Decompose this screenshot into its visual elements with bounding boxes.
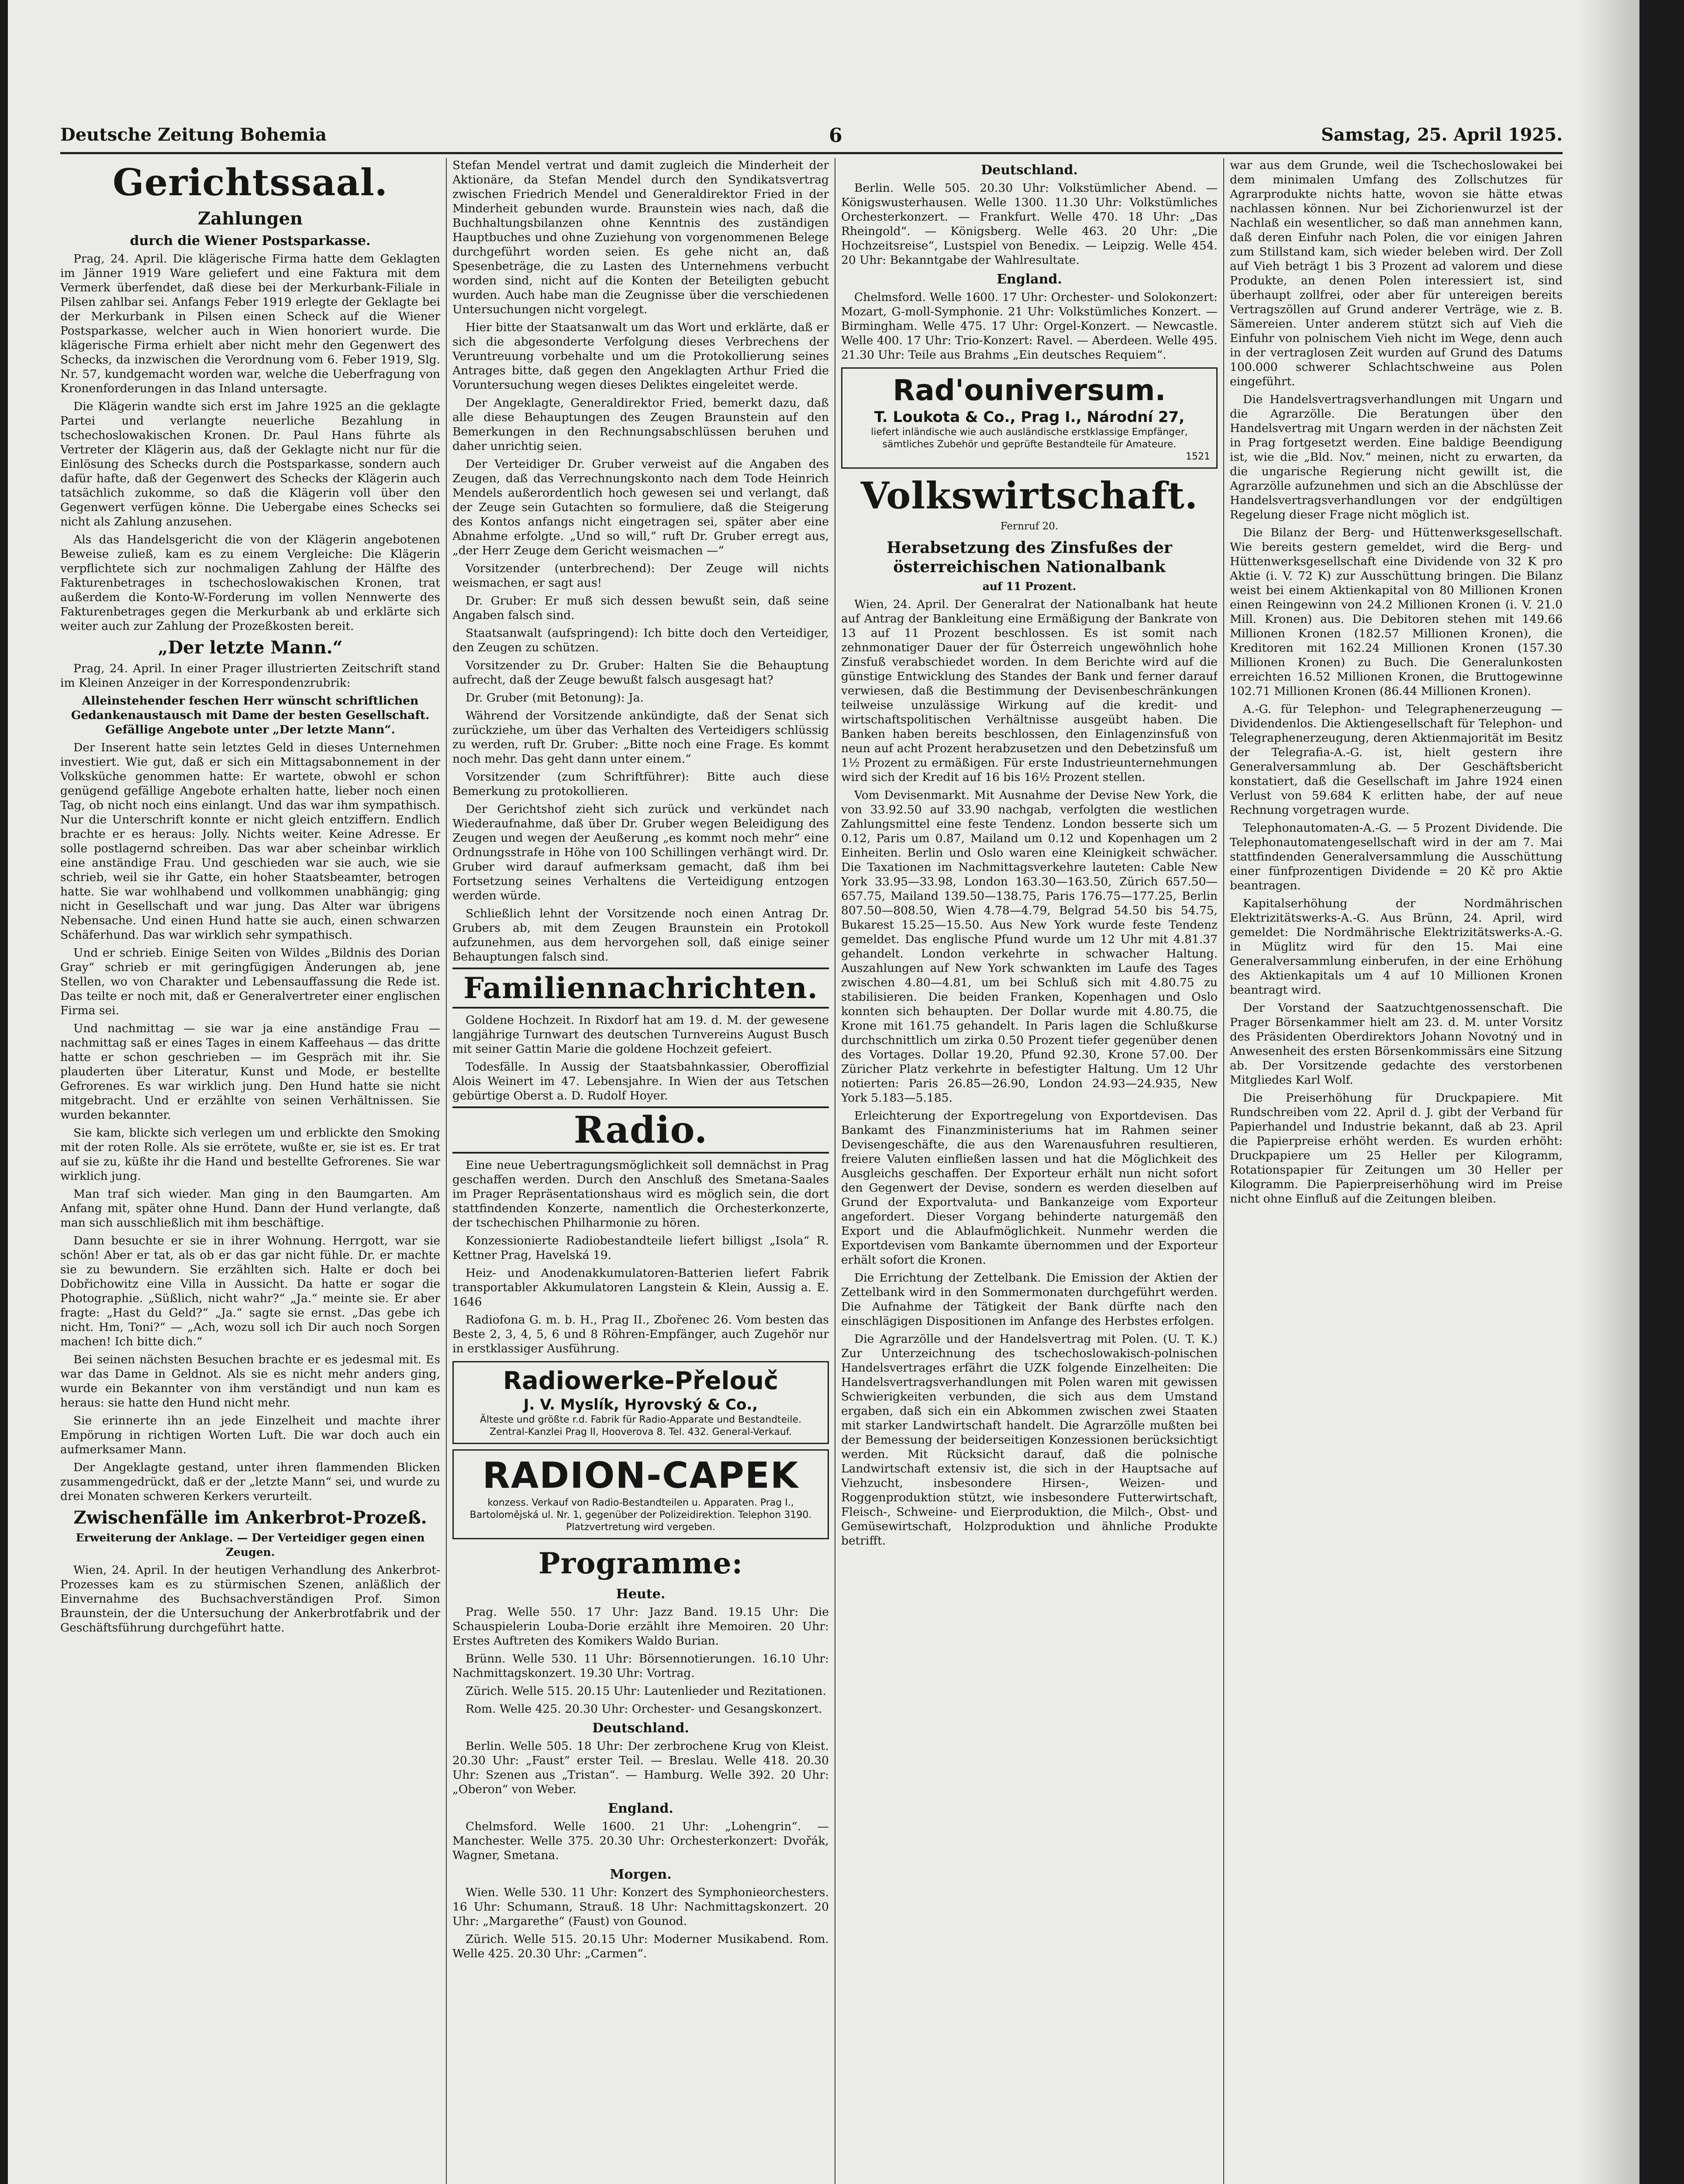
- paragraph: Berlin. Welle 505. 18 Uhr: Der zerbrochene Krug von Kleist. 20.30 Uhr: „Faust“ erster Teil. — Breslau. Welle 418. 20.30 Uhr: Szenen aus „Tristan“. — Hamburg. Welle 392. 20 Uhr: „Oberon“ von Weber.: [452, 1739, 829, 1796]
- issue-date: Samstag, 25. April 1925.: [1321, 124, 1563, 145]
- paragraph: Die Agrarzölle und der Handelsvertrag mit Polen. (U. T. K.) Zur Unterzeichnung des tschechoslowakisch-polnischen Handelsvertrages erfährt die UZK folgende Einzelheiten: Die Handelsvertragsverhandlungen mit Polen waren mit gewissen Schwierigkeiten verbunden, die sich aus dem Umstand ergaben, daß sich ein ein Abkommen zwischen zwei Staaten mit starker Landwirtschaft handelt. Die Agrarzölle mußten bei der Bemessung der beiderseitigen Konzessionen berücksichtigt werden. Mit Rücksicht darauf, daß die polnische Landwirtschaft extensiv ist, die sich in der Hauptsache auf Viehzucht, insbesondere Hirsen-, Weizen- und Roggenproduktion stützt, wie insbesondere Futterwirtschaft, Fleisch-, Schweine- und Eierproduktion, die Milch-, Obst- und Gemüsewirtschaft, Holzproduktion und ähnliche Produkte betrifft.: [841, 1332, 1218, 1548]
- paragraph: Radiofona G. m. b. H., Prag II., Zbořenec 26. Vom besten das Beste 2, 3, 4, 5, 6 und 8 Röhren-Empfänger, auch Zugehör nur in erstklassiger Ausführung.: [452, 1313, 829, 1355]
- paragraph: Bei seinen nächsten Besuchen brachte er es jedesmal mit. Es war das Dame in Geldnot. Als sie es nicht mehr anders ging, wurde ein Bekannter von ihm verständigt und nun kam es heraus: sie hatte den Hund nicht mehr.: [60, 1353, 440, 1410]
- article-title: Zwischenfälle im Ankerbrot-Prozeß.: [73, 1507, 427, 1528]
- paragraph: Dr. Gruber (mit Betonung): Ja.: [466, 691, 644, 705]
- paragraph: Als das Handelsgericht die von der Klägerin angebotenen Beweise zuließ, kam es zu einem Vergleiche: Die Klägerin verpflichtete sich zur nochmaligen Zahlung der Hälfte des Fakturenbetrages in tschechoslowakischen Kronen, trat außerdem die Konto-W-Forderung im vollen Nennwerte des Fakturenbetrages gegen die Merkurbank ab und erklärte sich weiter auch zur Zahlung der Prozeßkosten bereit.: [60, 533, 440, 633]
- paragraph: Heiz- und Anodenakkumulatoren-Batterien liefert Fabrik transportabler Akkumulatoren Langstein & Klein, Aussig a. E. 1646: [452, 1266, 829, 1309]
- masthead-rule: [60, 152, 1563, 154]
- paragraph: Vorsitzender (unterbrechend): Der Zeuge will nichts weismachen, er sagt aus!: [452, 562, 829, 590]
- column-2: [452, 158, 829, 2184]
- advertisement-radiouniversum: [841, 367, 1218, 469]
- paragraph: Erleichterung der Exportregelung von Exportdevisen. Das Bankamt des Finanzministeriums hat im Rahmen seiner Devisengeschäfte, die aus den Warenausfuhren resultieren, freiere Valuten einfließen lassen und hat die Möglichkeit des Ausgleichs geschaffen. Der Exporteur erhält nun nicht sofort den Gegenwert der Devise, sondern es werden dieselben auf Grund der Exportvaluta- und Bankanzeige vom Exporteur angefordert. Dieser Vorgang behinderte naturgemäß den Export und die Ablaufmöglichkeit. Nunmehr werden die Exportdevisen vom Bankamte übernommen und der Exporteur erhält sofort die Kronen.: [841, 1109, 1218, 1267]
- page-edge-shadow: [1578, 0, 1639, 2184]
- paragraph: Schließlich lehnt der Vorsitzende noch einen Antrag Dr. Grubers ab, mit dem Zeugen Braunstein ein Protokoll aufzunehmen, aus dem hervorgehen soll, daß einige seiner Behauptungen falsch sind.: [452, 907, 829, 964]
- paragraph: Vom Devisenmarkt. Mit Ausnahme der Devise New York, die von 33.92.50 auf 33.90 nachgab, verfolgten die westlichen Zahlungsmittel eine feste Tendenz. London besserte sich um 0.12, Paris um 0.87, Mailand um 0.12 und Kopenhagen um 2 Einheiten. Berlin und Oslo waren eine Kleinigkeit schwächer. Die Taxationen im Nachmittagsverkehre lauteten: Cable New York 33.95—33.98, London 163.30—163.50, Zürich 657.50—657.75, Mailand 139.50—138.75, Paris 176.75—177.25, Berlin 807.50—808.50, Wien 4.78—4.79, Belgrad 54.50 bis 54.75, Bukarest 15.25—15.50. Aus New York wurde feste Tendenz gemeldet. Das englische Pfund wurde um 12 Uhr mit 4.81.37 gehandelt. London verkehrte in schwacher Haltung. Auszahlungen auf New York schwankten im Laufe des Tages zwischen 4.80—4.81, um bei Schluß sich mit 4.80.75 zu stabilisieren. Die beiden Franken, Kopenhagen und Oslo konnten sich behaupten. Der Dollar wurde mit 4.80.75, die Krone mit 161.75 gehandelt. In Paris lagen die Schlußkurse durchschnittlich um zirka 0.50 Prozent tiefer gegenüber denen des Vortages. Dollar 19.20, Pfund 92.30, Krone 57.00. Der Züricher Platz verkehrte in befestigter Haltung. Um 12 Uhr notierten: Paris 26.85—26.90, London 24.93—24.935, New York 5.183—5.185.: [841, 788, 1218, 1105]
- ad-text: liefert inländische wie auch ausländische erstklassige Empfänger, sämtliches Zubehör und geprüfte Bestandteile für Amateure.: [871, 427, 1188, 450]
- paragraph: war aus dem Grunde, weil die Tschechoslowakei bei dem minimalen Umfang des Zollschutzes für Agrarprodukte nichts hatte, wovon sie hätte etwas nachlassen können. Nur bei Zichorienwurzel ist der Nachlaß ein wesentlicher, so daß man annehmen kann, daß deren Einfuhr nach Polen, die vor einigen Jahren zum Stillstand kam, sich wieder beleben wird. Der Zoll auf Vieh beträgt 1 bis 3 Prozent ad valorem und diese Produkte, an denen Polen interessiert ist, sind überhaupt zollfrei, oder aber für untereigen bereits Vertragszöllen auf Grund anderer Verträge, wie z. B. Sämereien. Unter anderem stützt sich auf Vieh die Einfuhr von polnischem Vieh nicht im Wege, denn auch in der vertraglosen Zeit wurden auf Grund des Datums 100.000 schwerer Schlachtschweine aus Polen eingeführt.: [1230, 159, 1563, 388]
- paragraph: Die Preiserhöhung für Druckpapiere. Mit Rundschreiben vom 22. April d. J. gibt der Verband für Papierhandel und Industrie bekannt, daß ab 23. April die Papierpreise erhöht werden. Es wurden erhöht: Druckpapiere um 25 Heller per Kilogramm, Rotationspapier für Zeitungen um 30 Heller per Kilogramm. Die Papierpreiserhöhung wird im Preise nicht ohne Einfluß auf die Zeitungen bleiben.: [1230, 1091, 1563, 1206]
- paragraph: Der Gerichtshof zieht sich zurück und verkündet nach Wiederaufnahme, daß über Dr. Gruber wegen Beleidigung des Zeugen und wegen der Aeußerung „es kommt noch mehr“ eine Ordnungsstrafe in Höhe von 100 Schillingen verhängt wird. Dr. Gruber wird darauf aufmerksam gemacht, daß ihm bei Fortsetzung seines Verhaltens die Verteidigung entzogen werden würde.: [452, 802, 829, 902]
- ad-firm: J. V. Myslík, Hyrovský & Co.,: [523, 1396, 758, 1413]
- subheading: Deutschland.: [981, 162, 1078, 178]
- paragraph: Der Vorstand der Saatzuchtgenossenschaft. Die Prager Börsenkammer hielt am 23. d. M. unter Vorsitz des Präsidenten Oberdirektors Johann Novotný und in Anwesenheit des ersten Börsenkommissärs eine Sitzung ab. Der Vorsitzende gedachte des verstorbenen Mitgliedes Karl Wolf.: [1230, 1001, 1563, 1087]
- ad-text: Älteste und größte r.d. Fabrik für Radio-Apparate und Bestandteile. Zentral-Kanzlei Prag II, Hooverova 8. Tel. 432. General-Verkauf.: [480, 1414, 802, 1438]
- paragraph: Die Bilanz der Berg- und Hüttenwerksgesellschaft. Wie bereits gestern gemeldet, wird die Berg- und Hüttenwerksgesellschaft eine Dividende von 32 K pro Aktie (i. V. 72 K) zur Ausschüttung bringen. Die Bilanz weist bei einem Aktienkapital von 80 Millionen Kronen einen Reingewinn von 24.2 Millionen Kronen (i. V. 21.0 Mill. Kronen) aus. Die Debitoren stehen mit 149.66 Millionen Kronen (182.57 Millionen Kronen), die Kreditoren mit 162.24 Millionen Kronen (157.30 Millionen Kronen) zu Buch. Die Generalunkosten erreichten 16.52 Millionen Kronen, die Bruttogewinne 102.71 Millionen Kronen (86.44 Millionen Kronen).: [1230, 526, 1563, 698]
- paper-name: Deutsche Zeitung Bohemia: [60, 124, 327, 145]
- article-title: „Der letzte Mann.“: [158, 637, 343, 658]
- paragraph: Vorsitzender zu Dr. Gruber: Halten Sie die Behauptung aufrecht, daß der Zeuge bewußt falsch ausgesagt hat?: [452, 659, 829, 687]
- paragraph: Zürich. Welle 515. 20.15 Uhr: Moderner Musikabend. Rom. Welle 425. 20.30 Uhr: „Carmen“.: [452, 1932, 829, 1960]
- paragraph: Die Errichtung der Zettelbank. Die Emission der Aktien der Zettelbank wird in den Sommermonaten durchgeführt werden. Die Aufnahme der Tätigkeit der Bank dürfte nach den einschlägigen Dispositionen im Anfange des Herbstes erfolgen.: [841, 1271, 1218, 1328]
- paragraph: Eine neue Uebertragungsmöglichkeit soll demnächst in Prag geschaffen werden. Durch den Anschluß des Smetana-Saales im Prager Repräsentationshaus wird es möglich sein, die dort stattfindenden Konzerte, namentlich die Orchesterkonzerte, der tschechischen Philharmonie zu hören.: [452, 1158, 829, 1230]
- section-subtitle: Fernruf 20.: [1000, 521, 1059, 532]
- paragraph: Und nachmittag — sie war ja eine anständige Frau — nachmittag saß er eines Tages in einem Kaffeehaus — das dritte hatte er schon geschrieben — im Gespräch mit ihr. Sie plauderten über Literatur, Kunst und Mode, er bestellte Gefrorenes. Es war wirklich jung. Den Hund hatte sie nicht mitgebracht. Und er erzählte von seinen Verhältnissen. Sie wurden bekannter.: [60, 1022, 440, 1122]
- paragraph: Kapitalserhöhung der Nordmährischen Elektrizitätswerks-A.-G. Aus Brünn, 24. April, wird gemeldet: Die Nordmährische Elektrizitätswerks-A.-G. in Müglitz wird für den 15. Mai eine Generalversammlung einberufen, in der eine Erhöhung des Aktienkapitals um 4 auf 10 Millionen Kronen beantragt wird.: [1230, 897, 1563, 997]
- ad-firm: T. Loukota & Co., Prag I., Národní 27,: [874, 408, 1185, 426]
- paragraph: Brünn. Welle 530. 11 Uhr: Börsennotierungen. 16.10 Uhr: Nachmittagskonzert. 19.30 Uhr: Vortrag.: [452, 1652, 829, 1680]
- paragraph: A.-G. für Telephon- und Telegraphenerzeugung — Dividendenlos. Die Aktiengesellschaft für Telephon- und Telegraphenerzeugung, deren Aktienmajorität im Besitz der Telegrafia-A.-G. ist, hielt gestern ihre Generalversammlung ab. Der Geschäftsbericht konstatiert, daß die Gesellschaft im Jahre 1924 einen Verlust von 59.684 K erlitten habe, der auf neue Rechnung vorgetragen wurde.: [1230, 702, 1563, 817]
- paragraph: Der Verteidiger Dr. Gruber verweist auf die Angaben des Zeugen, daß das Verrechnungskonto nach dem Tode Heinrich Mendels außerordentlich hoch gewesen sei und verlangt, daß der Zeuge sein Gutachten so formuliere, daß die Steigerung des Kontos anfangs nicht eingetragen sei, später aber eine Abnahme erfolgte. „Und so will,“ ruft Dr. Gruber erregt aus, „der Herr Zeuge dem Gericht weismachen —“: [452, 457, 829, 557]
- paragraph: Der Angeklagte, Generaldirektor Fried, bemerkt dazu, daß alle diese Behauptungen des Zeugen Braunstein auf den Bemerkungen in den Rechnungsabschlüssen beruhen und daher unrichtig seien.: [452, 396, 829, 453]
- section-title-programme: Programme:: [538, 1546, 743, 1580]
- article-subtitle: Erweiterung der Anklage. — Der Verteidiger gegen einen Zeugen.: [76, 1531, 425, 1559]
- subheading: Morgen.: [610, 1867, 672, 1882]
- subheading: Deutschland.: [592, 1721, 689, 1736]
- column-3: [841, 158, 1218, 2184]
- paragraph: Prag, 24. April. Die klägerische Firma hatte dem Geklagten im Jänner 1919 Ware geliefert und eine Faktura mit dem Vermerk überfendet, daß diese bei der Merkurbank-Filiale in Pilsen zahlbar sei. Anfangs Feber 1919 erlegte der Geklagte bei der Merkurbank in Pilsen einen Scheck auf die Wiener Postsparkasse, welcher auch in Wien honoriert wurde. Die klägerische Firma erhielt aber nicht mehr den Gegenwert des Schecks, da inzwischen die Verordnung vom 6. Feber 1919, Slg. Nr. 57, kundgemacht worden war, welche die Ueberfragung von Kronenforderungen in das Inland untersagte.: [60, 252, 440, 395]
- paragraph: Chelmsford. Welle 1600. 17 Uhr: Orchester- und Solokonzert: Mozart, G-moll-Symphonie. 21 Uhr: Volkstümliches Konzert. — Birmingham. Welle 475. 17 Uhr: Orgel-Konzert. — Newcastle. Welle 400. 17 Uhr: Trio-Konzert: Ravel. — Aberdeen. Welle 495. 21.30 Uhr: Teile aus Brahms „Ein deutsches Requiem“.: [841, 290, 1218, 362]
- masthead: [60, 124, 1563, 151]
- paragraph: Berlin. Welle 505. 20.30 Uhr: Volkstümlicher Abend. — Königswusterhausen. Welle 1300. 11.30 Uhr: Volkstümliches Orchesterkonzert. — Frankfurt. Welle 470. 18 Uhr: „Das Rheingold“. — Königsberg. Welle 463. 20 Uhr: „Die Hochzeitsreise“, Lustspiel von Benedix. — Leipzig. Welle 454. 20 Uhr: Bekanntgabe der Wahlresultate.: [841, 181, 1218, 267]
- paragraph: Wien, 24. April. In der heutigen Verhandlung des Ankerbrot-Prozesses kam es zu stürmischen Szenen, anläßlich der Einvernahme des Buchsachverständigen Prof. Simon Braunstein, der die Untersuchung der Ankerbrotfabrik und der Geschäftsführung durchgeführt hatte.: [60, 1563, 440, 1635]
- column-4: [1230, 158, 1563, 2184]
- paragraph: Und er schrieb. Einige Seiten von Wildes „Bildnis des Dorian Gray“ schrieb er mit geringfügigen Änderungen ab, jene Stellen, wo von Charakter und Lebensauffassung die Rede ist. Das teilte er noch mit, daß er Generalvertreter einer englischen Firma sei.: [60, 946, 440, 1017]
- paragraph: Prag, 24. April. In einer Prager illustrierten Zeitschrift stand im Kleinen Anzeiger in der Korrespondenzrubrik:: [60, 662, 440, 690]
- article-subtitle: auf 11 Prozent.: [982, 580, 1077, 593]
- paragraph: Konzessionierte Radiobestandteile liefert billigst „Isola“ R. Kettner Prag, Havelská 19.: [452, 1234, 829, 1262]
- section-title-familiennachrichten: Familiennachrichten.: [452, 968, 829, 1009]
- column-1: [60, 158, 440, 2184]
- article-title: Herabsetzung des Zinsfußes der österreichischen Nationalbank: [887, 539, 1172, 576]
- advertisement-radiowerke: [452, 1361, 829, 1444]
- section-title-volkswirtschaft: Volkswirtschaft.: [860, 474, 1198, 517]
- article-subtitle: durch die Wiener Postsparkasse.: [130, 233, 371, 249]
- paragraph: Sie erinnerte ihn an jede Einzelheit und machte ihrer Empörung in richtigen Worten Luft. Die war doch auch ein aufmerksamer Mann.: [60, 1414, 440, 1456]
- ad-text: konzess. Verkauf von Radio-Bestandteilen u. Apparaten. Prag I., Bartolomějská ul. Nr. 1, gegenüber der Polizeidirektion. Telephon 3190. Platzvertretung wird vergeben.: [469, 1497, 812, 1533]
- paragraph: Dr. Gruber: Er muß sich dessen bewußt sein, daß seine Angaben falsch sind.: [452, 594, 829, 622]
- paragraph: Wien. Welle 530. 11 Uhr: Konzert des Symphonieorchesters. 16 Uhr: Schumann, Strauß. 18 Uhr: Nachmittagskonzert. 20 Uhr: „Margarethe“ (Faust) von Gounod.: [452, 1886, 829, 1928]
- paragraph: Der Angeklagte gestand, unter ihren flammenden Blicken zusammengedrückt, daß er der „letzte Mann“ sei, und wurde zu drei Monaten schweren Kerkers verurteilt.: [60, 1461, 440, 1503]
- paragraph: Chelmsford. Welle 1600. 21 Uhr: „Lohengrin“. — Manchester. Welle 375. 20.30 Uhr: Orchesterkonzert: Dvořák, Wagner, Smetana.: [452, 1820, 829, 1862]
- paragraph: Die Klägerin wandte sich erst im Jahre 1925 an die geklagte Partei und verlangte neuerliche Bezahlung in tschechoslowakischen Kronen. Dr. Paul Hans führte als Vertreter der Klägerin aus, daß der Geklagte nicht nur für die Einlösung des Schecks durch die Postsparkasse, sondern auch dafür hafte, daß der Gegenwert des Schecks der Klägerin auch tatsächlich zukomme, so daß die Klägerin voll über den Gegenwert verfügen könne. Die Uebergabe eines Schecks sei nicht als Zahlung anzusehen.: [60, 400, 440, 529]
- paragraph: Hier bitte der Staatsanwalt um das Wort und erklärte, daß er sich die abgesonderte Verfolgung dieses Verbrechens der Veruntreuung vorbehalte und um die Protokollierung seines Antrages bitte, daß gegen den Angeklagten Arthur Fried die Voruntersuchung wegen dieses Deliktes eingeleitet werde.: [452, 321, 829, 392]
- ad-title: Radiowerke-Přelouč: [503, 1367, 779, 1395]
- classified-ad-quote: Alleinstehender feschen Herr wünscht schriftlichen Gedankenaustausch mit Dame der besten Gesellschaft. Gefällige Angebote unter „Der letzte Mann“.: [71, 694, 430, 736]
- article-title: Zahlungen: [197, 208, 303, 229]
- paragraph: Staatsanwalt (aufspringend): Ich bitte doch den Verteidiger, den Zeugen zu schützen.: [452, 626, 829, 654]
- column-divider: [446, 158, 447, 2184]
- ad-number: 1521: [1186, 451, 1210, 462]
- paragraph: Während der Vorsitzende ankündigte, daß der Senat sich zurückziehe, um über das Verhalten des Verteidigers schlüssig zu werden, ruft Dr. Gruber: „Bitte noch eine Frage. Es kommt noch mehr. Das geht dann unter einem.“: [452, 709, 829, 766]
- ad-title: RADION-CAPEK: [482, 1455, 799, 1496]
- paragraph: Die Handelsvertragsverhandlungen mit Ungarn und die Agrarzölle. Die Beratungen über den Handelsvertrag mit Ungarn werden in der nächsten Zeit in Prag fortgesetzt werden. Eine baldige Beendigung ist, wie die „Bld. Nov.“ meinen, nicht zu erwarten, da die ungarische Regierung nicht gewillt ist, die Agrarzölle aufzunehmen und sich an die Abschlüsse der Handelsvertragsverhandlungen vor der endgültigen Regelung dieser Frage nicht möglich ist.: [1230, 393, 1563, 522]
- section-title-gerichtssaal: Gerichtssaal.: [113, 161, 388, 204]
- column-divider: [1223, 158, 1224, 2184]
- paragraph: Telephonautomaten-A.-G. — 5 Prozent Dividende. Die Telephonautomatengesellschaft wird in der am 7. Mai stattfindenden Generalversammlung die Ausschüttung einer fünfprozentigen Dividende = 20 Kč pro Aktie beantragen.: [1230, 821, 1563, 892]
- paragraph: Stefan Mendel vertrat und damit zugleich die Minderheit der Aktionäre, da Stefan Mendel durch den Syndikatsvertrag zwischen Friedrich Mendel und Generaldirektor Fried in der Minderheit gebunden wurde. Braunstein wies nach, daß die Buchhaltungsbilanzen ohne Kenntnis des zuständigen Hauptbuches und ohne Zuziehung von vorgenommenen Belege durchgeführt worden seien. Es gehe nicht an, daß Spesenbeträge, die zu Lasten des Unternehmens verbucht worden sind, nicht auf die Konten der Beteiligten gebucht wurden. Auch habe man die Zeugnisse über die verschiedenen Untersuchungen nicht vorgelegt.: [452, 159, 829, 316]
- subheading: England.: [608, 1801, 673, 1816]
- subheading: England.: [997, 272, 1062, 287]
- paragraph: Goldene Hochzeit. In Rixdorf hat am 19. d. M. der gewesene langjährige Turnwart des deutschen Turnvereins August Busch mit seiner Gattin Marie die goldene Hochzeit gefeiert.: [452, 1013, 829, 1056]
- paragraph: Sie kam, blickte sich verlegen um und erblickte den Smoking mit der roten Rolle. Als sie errötete, wußte er, sie ist es. Er trat auf sie zu, küßte ihr die Hand und bestellte Gefrorenes. Sie war wirklich jung.: [60, 1126, 440, 1183]
- paragraph: Rom. Welle 425. 20.30 Uhr: Orchester- und Gesangskonzert.: [466, 1702, 822, 1716]
- subheading: Heute.: [616, 1586, 666, 1602]
- newspaper-page: [8, 0, 1639, 2184]
- paragraph: Man traf sich wieder. Man ging in den Baumgarten. Am Anfang mit, später ohne Hund. Dann der Hund verlangte, daß man sich ausschließlich mit ihm beschäftige.: [60, 1187, 440, 1230]
- section-title-radio: Radio.: [452, 1106, 829, 1154]
- paragraph: Todesfälle. In Aussig der Staatsbahnkassier, Oberoffizial Alois Weinert im 47. Lebensjahre. In Wien der aus Tetschen gebürtige Oberst a. D. Rudolf Hoyer.: [452, 1060, 829, 1102]
- paragraph: Der Inserent hatte sein letztes Geld in dieses Unternehmen investiert. Wie gut, daß er sich ein Mittagsabonnement in der Volksküche genommen hatte: Er wartete, obwohl er schon genügend gefällige Angebote erhalten hatte, lieber noch einen Tag, ob nicht noch eins einlangt. Und das war ihm sympathisch. Nur die Unterschrift konnte er nicht gleich entziffern. Endlich brachte er es heraus: Jolly. Nichts weiter. Keine Adresse. Er solle postlagernd schreiben. Das war aber scheinbar wirklich eine anständige Frau. Und geschieden war sie auch, wie sie schrieb, weil sie ihr Gatte, ein hoher Staatsbeamter, betrogen hatte. Sie war wohlhabend und vollkommen unabhängig; ging nicht in Gesellschaft und war jung. Das Alter war übrigens Nebensache. Und einen Hund hatte sie auch, einen schwarzen Schäferhund. Das war wirklich sehr sympathisch.: [60, 741, 440, 942]
- paragraph: Dann besuchte er sie in ihrer Wohnung. Herrgott, war sie schön! Aber er tat, als ob er das gar nicht fühle. Dr. er machte sie zu bewundern. Sie erzählten sich. Halte er doch bei Dobřichowitz eine Villa in Aussicht. Da hatte er sogar die Photographie. „Süßlich, nicht wahr?“ „Ja.“ meinte sie. Er aber fragte: „Hast du Geld?“ „Ja.“ sagte sie ernst. „Das gebe ich nicht. Hm, Toni?“ — „Ach, wozu soll ich Dir auch noch Sorgen machen! Ich bitte dich.“: [60, 1234, 440, 1348]
- ad-title: Rad'ouniversum.: [893, 373, 1166, 407]
- page-number: 6: [829, 124, 842, 147]
- paragraph: Wien, 24. April. Der Generalrat der Nationalbank hat heute auf Antrag der Bankleitung eine Ermäßigung der Bankrate von 13 auf 11 Prozent beschlossen. Es ist somit nach zehnmonatiger Dauer der für Österreich ungewöhnlich hohe Zinsfuß verabschiedet worden. In dem Berichte wird auf die günstige Entwicklung des Standes der Bank und ferner darauf verwiesen, daß die Bestimmung der Devisenbeschränkungen teilweise unzulässige Wirkung auf die kredit- und wirtschaftspolitischen Verhältnisse ausgeübt haben. Die Banken haben bereits beschlossen, den Einlagenzinsfuß von neun auf acht Prozent herabzusetzen und den Debetzinsfuß um 1½ Prozent zu ermäßigen. Für erste Industrieunternehmungen wird sich der Kredit auf 16 bis 16½ Prozent stellen.: [841, 598, 1218, 784]
- paragraph: Vorsitzender (zum Schriftführer): Bitte auch diese Bemerkung zu protokollieren.: [452, 770, 829, 798]
- paragraph: Zürich. Welle 515. 20.15 Uhr: Lautenlieder und Rezitationen.: [466, 1684, 826, 1698]
- paragraph: Prag. Welle 550. 17 Uhr: Jazz Band. 19.15 Uhr: Die Schauspielerin Louba-Dorie erzählt ihre Memoiren. 20 Uhr: Erstes Auftreten des Komikers Waldo Burian.: [452, 1605, 829, 1648]
- advertisement-radion: [452, 1449, 829, 1539]
